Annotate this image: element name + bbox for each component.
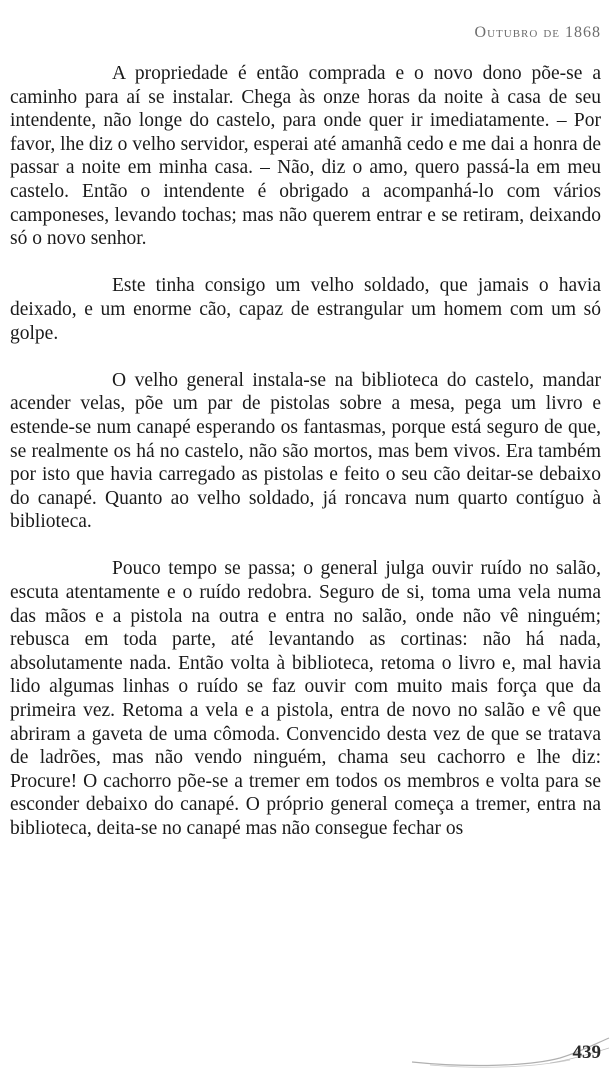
paragraph: Pouco tempo se passa; o general julga ouvir ruído no salão, escuta atentamente e o ruído redobra. Seguro de si, toma uma vela numa das mãos e a pistola na outra e entra no salão, onde não vê ninguém; rebusca em toda parte, até levantando as cortinas: não há nada, absolutamente nada. Então volta à biblioteca, retoma o livro e, mal havia lido algumas linhas o ruído se faz ouvir com muito mais força que da primeira vez. Retoma a vela e a pistola, entra de novo no salão e vê que abriram a gaveta de uma cômoda. Convencido desta vez de que se tratava de ladrões, mas não vendo ninguém, chama seu cachorro e lhe diz: Procure! O cachorro põe-se a tremer em todos os membros e volta para se esconder debaixo do canapé. O próprio general começa a tremer, entra na biblioteca, deita-se no canapé mas não consegue fechar os: [10, 558, 601, 839]
paragraph: O velho general instala-se na biblioteca do castelo, mandar acender velas, põe um par de pistolas sobre a mesa, pega um livro e estende-se num canapé esperando os fantasmas, porque está seguro de que, se realmente os há no castelo, não são mortos, mas bem vivos. Era também por isto que havia carregado as pistolas e feito o seu cão deitar-se debaixo do canapé. Quanto ao velho soldado, já roncava num quarto contíguo à biblioteca.: [10, 369, 601, 533]
paragraph: A propriedade é então comprada e o novo dono põe-se a caminho para aí se instalar. Chega às onze horas da noite à casa de seu intendente, não longe do castelo, para onde quer ir imediatamente. – Por favor, lhe diz o velho servidor, esperai até amanhã cedo e me dai a honra de passar a noite em minha casa. – Não, diz o amo, quero passá-la em meu castelo. Então o intendente é obrigado a acompanhá-lo com vários camponeses, levando tochas; mas não querem entrar e se retiram, deixando só o novo senhor.: [10, 63, 601, 250]
running-head: Outubro de 1868: [474, 24, 601, 41]
body-text: [10, 62, 601, 841]
page-number: 439: [572, 1042, 601, 1063]
paragraph: Este tinha consigo um velho soldado, que jamais o havia deixado, e um enorme cão, capaz de estrangular um homem com um só golpe.: [10, 275, 601, 344]
